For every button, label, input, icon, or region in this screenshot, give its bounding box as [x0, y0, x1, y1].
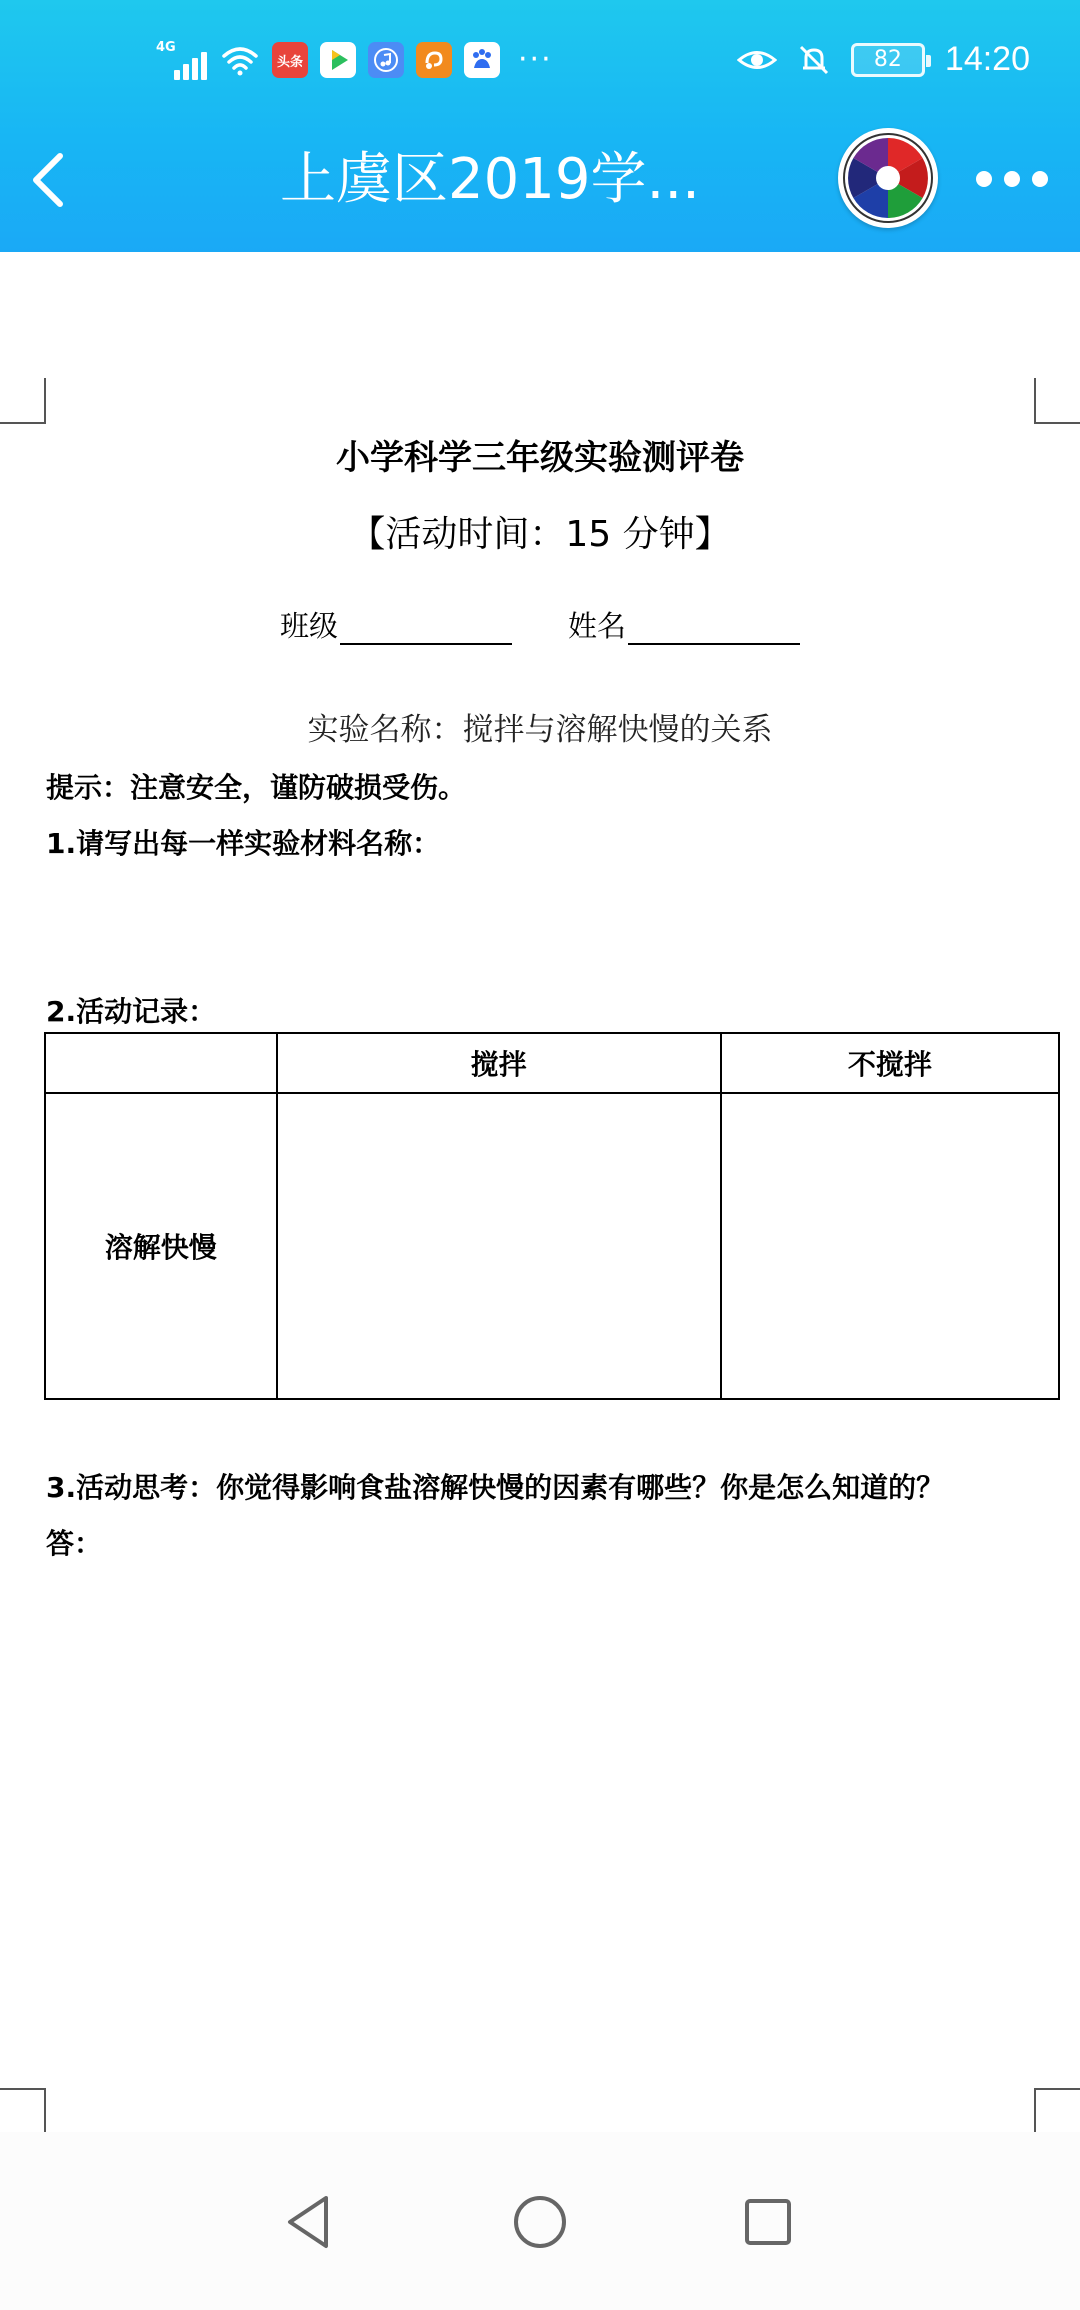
more-notifications-indicator: ···	[518, 42, 553, 77]
class-field	[280, 604, 512, 645]
crop-mark-bottom-left	[0, 2088, 46, 2134]
status-left	[156, 40, 553, 80]
class-blank	[340, 613, 512, 645]
activity-time: 【活动时间：15 分钟】	[349, 514, 731, 555]
triangle-back-icon	[280, 2192, 336, 2252]
baidu-icon	[464, 42, 500, 78]
table-row	[45, 1093, 1059, 1399]
activity-record-table	[44, 1032, 1060, 1400]
video-play-icon	[320, 42, 356, 78]
table-header-cell	[45, 1033, 277, 1093]
cellular-signal-icon	[156, 40, 208, 80]
crop-mark-top-right	[1034, 378, 1080, 424]
status-time: 14:20	[944, 40, 1030, 78]
page-title: 上虞区2019学...	[280, 147, 700, 212]
name-field	[568, 604, 800, 645]
color-wheel-icon	[838, 128, 938, 228]
no-stir-answer-cell	[721, 1093, 1059, 1399]
stir-answer-cell	[277, 1093, 721, 1399]
system-navigation-bar	[0, 2132, 1080, 2310]
status-right	[737, 40, 1030, 79]
question-3: 3.活动思考：你觉得影响食盐溶解快慢的因素有哪些？你是怎么知道的？	[46, 1471, 945, 1504]
battery-level: 82	[873, 47, 902, 72]
document-title: 小学科学三年级实验测评卷	[336, 438, 744, 478]
name-blank	[628, 613, 800, 645]
crop-mark-bottom-right	[1034, 2088, 1080, 2134]
student-info-row	[0, 604, 1080, 645]
toutiao-icon-label: 头条	[276, 54, 303, 70]
row-label-cell: 溶解快慢	[45, 1093, 277, 1399]
more-dot-icon	[976, 171, 992, 187]
bell-muted-icon	[797, 43, 831, 77]
chevron-left-icon	[28, 150, 68, 210]
battery-icon	[851, 43, 925, 77]
experiment-name: 实验名称：搅拌与溶解快慢的关系	[307, 712, 773, 748]
nav-recents-button[interactable]	[728, 2182, 808, 2262]
question-1: 1.请写出每一样实验材料名称：	[46, 827, 441, 860]
question-2: 2.活动记录：	[46, 995, 217, 1028]
table-header-row	[45, 1033, 1059, 1093]
circle-home-icon	[510, 2192, 570, 2252]
table-header-cell: 搅拌	[277, 1033, 721, 1093]
class-label: 班级	[279, 609, 338, 643]
app-header	[0, 0, 1080, 252]
more-dot-icon	[1032, 171, 1048, 187]
more-options-button[interactable]	[976, 154, 1048, 204]
toutiao-icon	[272, 42, 308, 78]
wifi-icon	[220, 40, 260, 80]
status-bar	[0, 0, 1080, 118]
square-recents-icon	[740, 2194, 796, 2250]
safety-tip: 提示：注意安全，谨防破损受伤。	[46, 771, 467, 804]
eye-comfort-icon	[737, 45, 777, 75]
more-dot-icon	[1004, 171, 1020, 187]
answer-label: 答：	[46, 1527, 103, 1560]
name-label: 姓名	[568, 609, 627, 643]
school-logo-icon[interactable]	[838, 128, 938, 228]
nav-back-button[interactable]	[268, 2182, 348, 2262]
crop-mark-top-left	[0, 378, 46, 424]
nav-home-button[interactable]	[500, 2182, 580, 2262]
music-icon	[368, 42, 404, 78]
table-header-cell: 不搅拌	[721, 1033, 1059, 1093]
title-bar	[0, 118, 1080, 252]
document-page	[0, 252, 1080, 2132]
back-button[interactable]	[18, 142, 78, 218]
network-type-label: 4G	[156, 40, 176, 55]
uc-browser-icon	[416, 42, 452, 78]
